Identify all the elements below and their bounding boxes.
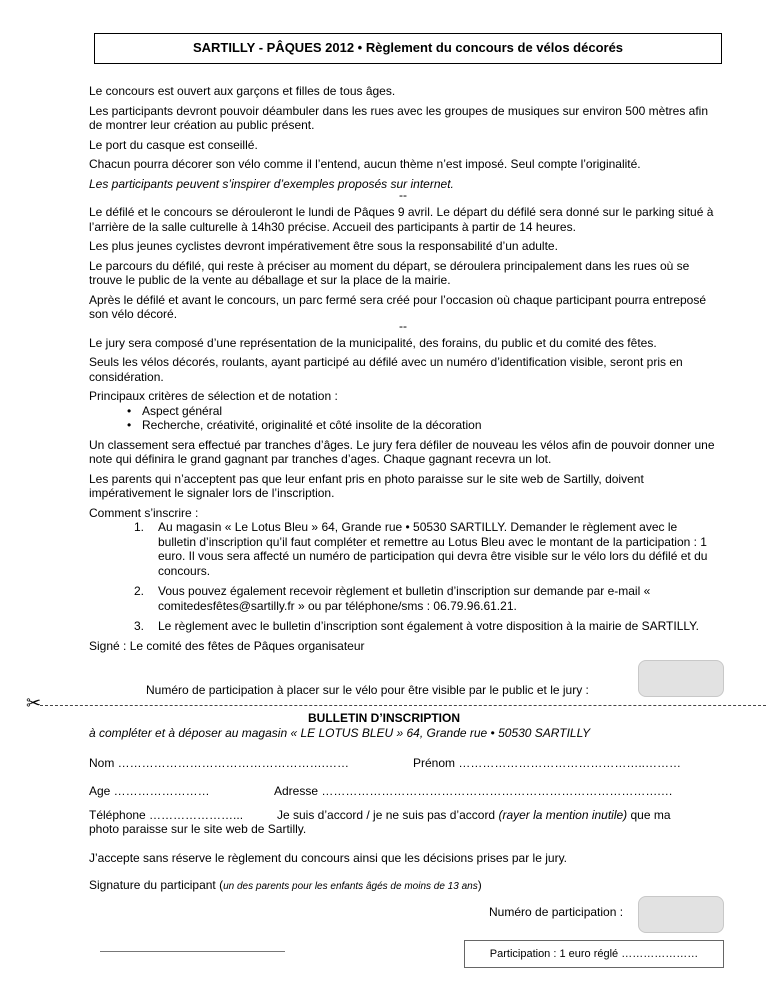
separator: -- <box>399 188 407 202</box>
field-age[interactable]: Age …………………… <box>89 784 210 798</box>
scissors-icon: ✂ <box>26 693 42 713</box>
form-heading: BULLETIN D’INSCRIPTION <box>308 711 460 725</box>
dashed-line <box>40 705 766 706</box>
criteria-heading: Principaux critères de sélection et de notation : <box>89 389 338 403</box>
form-number-label: Numéro de participation : <box>489 905 624 919</box>
field-nom[interactable]: Nom …………………………………………….…… <box>89 756 350 770</box>
field-adresse[interactable]: Adresse ………………………………………………………………………….… <box>274 784 673 798</box>
form-number-box <box>638 896 724 933</box>
rule-paragraph: Après le défilé et avant le concours, un parc fermé sera créé pour l’occasion où chaque participant pourra entreposé son vélo décoré. <box>89 292 707 321</box>
criteria-item: • Aspect général <box>142 404 717 419</box>
step-number: 1. <box>134 520 145 534</box>
rule-paragraph: Les participants devront pouvoir déambuler dans les rues avec les groupes de musiques sur environ 500 mètres afin de montrer leur création au public présent. <box>89 103 709 132</box>
signature-text: ) <box>477 878 482 892</box>
signed-line: Signé : Le comité des fêtes de Pâques organisateur <box>89 638 365 653</box>
rule-paragraph: Les plus jeunes cyclistes devront impérativement être sous la responsabilité d’un adulte. <box>89 239 558 253</box>
criteria-list <box>89 404 717 433</box>
rule-paragraph: Le défilé et le concours se dérouleront le lundi de Pâques 9 avril. Le départ du défilé sera donné sur le parking situé à l’arrière de la salle culturelle à 14h30 précise. Accueil des participants à partir de 14 heures. <box>89 205 714 234</box>
title-text: SARTILLY - PÂQUES 2012 • Règlement du concours de vélos décorés <box>192 40 624 56</box>
consent-text: que ma <box>627 808 671 822</box>
step-number: 3. <box>134 619 145 633</box>
consent-line <box>277 808 671 823</box>
rule-paragraph: Le parcours du défilé, qui reste à préciser au moment du départ, se déroulera principalement dans les rues où se trouve le public de la vente au déballage et sur la place de la mairie. <box>89 258 690 287</box>
signature-label <box>89 878 482 895</box>
rule-paragraph-italic: Les participants peuvent s’inspirer d’exemples proposés sur internet. <box>89 176 454 191</box>
rule-paragraph: Les parents qui n’acceptent pas que leur enfant pris en photo paraisse sur le site web de Sartilly, doivent impérativement le signaler lors de l’inscription. <box>89 471 644 500</box>
step-number: 2. <box>134 584 145 598</box>
form-subheading: à compléter et à déposer au magasin « LE LOTUS BLEU » 64, Grande rue • 50530 SARTILLY <box>89 726 591 740</box>
separator: -- <box>399 318 407 333</box>
rule-paragraph: Un classement sera effectué par tranches d’âges. Le jury fera défiler de nouveau les vélos afin de pouvoir donner une note qui définira le grand gagnant par tranches d’ages. Chaque gagnant recevra un lot. <box>89 437 715 466</box>
rule-paragraph: Le port du casque est conseillé. <box>89 137 258 152</box>
step-text: Au magasin « Le Lotus Bleu » 64, Grande rue • 50530 SARTILLY. Demander le règlement avec le bulletin d’inscription qu’il faut compléter et remettre au Lotus Bleu avec le montant de la participation : 1 euro. Il vous sera affecté un numéro de participation qui devra être visible sur le vélo lors du défilé et du concours. <box>158 520 708 578</box>
consent-line-2: photo paraisse sur le site web de Sartilly. <box>89 822 307 836</box>
signature-line[interactable] <box>100 951 285 952</box>
step-text: Vous pouvez également recevoir règlement et bulletin d’inscription sur demande par e-mail « comitedesfêtes@sartilly.fr » ou par téléphone/sms : 06.79.96.61.21. <box>158 584 651 613</box>
step-text: Le règlement avec le bulletin d’inscription sont également à votre disposition à la mairie de SARTILLY. <box>158 619 699 633</box>
page-title <box>94 33 722 64</box>
participation-number-box <box>638 660 724 697</box>
rule-paragraph: Le concours est ouvert aux garçons et filles de tous âges. <box>89 84 396 98</box>
consent-note: (rayer la mention inutile) <box>498 808 628 822</box>
rules-body <box>89 84 717 658</box>
payment-box <box>464 940 724 968</box>
rule-paragraph: Seuls les vélos décorés, roulants, ayant participé au défilé avec un numéro d’identification visible, seront pris en considération. <box>89 355 683 384</box>
criteria-item: • Recherche, créativité, originalité et côté insolite de la décoration <box>142 418 717 433</box>
payment-text: Participation : 1 euro réglé ………………… <box>489 947 699 960</box>
signature-note: un des parents pour les enfants âgés de moins de 13 ans <box>223 881 478 892</box>
participation-number-label: Numéro de participation à placer sur le vélo pour être visible par le public et le jury : <box>146 683 589 697</box>
signup-step <box>89 619 717 634</box>
accept-statement: J’accepte sans réserve le règlement du concours ainsi que les décisions prises par le jury. <box>89 851 568 865</box>
signup-step <box>89 584 717 613</box>
signup-steps <box>89 520 717 634</box>
rule-paragraph: Le jury sera composé d’une représentation de la municipalité, des forains, du public et du comité des fêtes. <box>89 335 657 350</box>
consent-text: Je suis d’accord / je ne suis pas d’accord <box>277 808 499 822</box>
field-prenom[interactable]: Prénom ………………………………………..……… <box>413 756 682 770</box>
field-telephone[interactable]: Téléphone …………………... <box>89 808 244 822</box>
signup-heading: Comment s’inscrire : <box>89 505 199 520</box>
signature-text: Signature du participant ( <box>89 878 224 892</box>
signup-step <box>89 520 717 578</box>
rule-paragraph: Chacun pourra décorer son vélo comme il l’entend, aucun thème n’est imposé. Seul compte l’originalité. <box>89 157 641 171</box>
